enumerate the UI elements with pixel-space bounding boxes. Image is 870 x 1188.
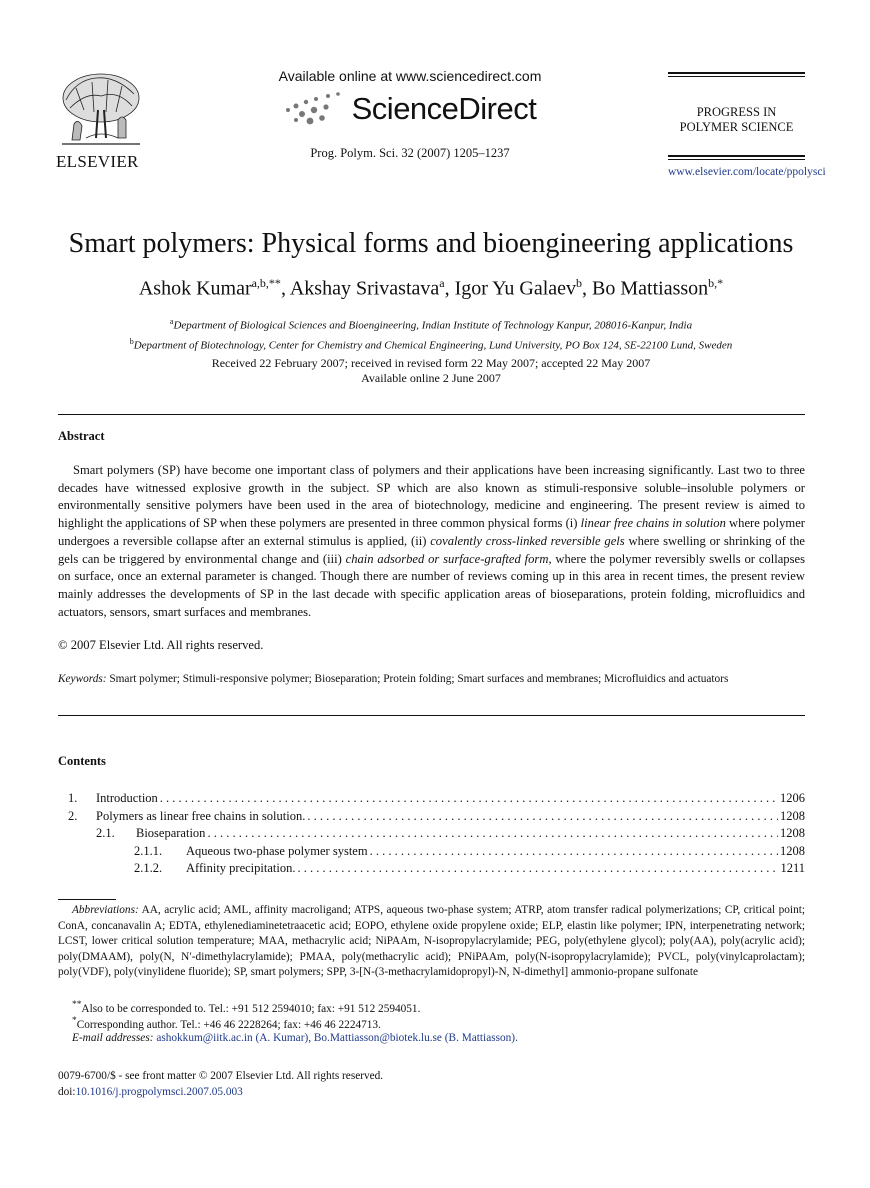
divider <box>58 414 805 415</box>
copyright-notice: © 2007 Elsevier Ltd. All rights reserved. <box>58 638 264 652</box>
journal-name: PROGRESS IN POLYMER SCIENCE <box>679 105 794 134</box>
author-list: Ashok Kumar$^{a,b,**}$, Akshay Srivastava$^a$, Igor Yu Galaev$^b$, Bo Mattiasson$^{b,*}$ <box>138 276 724 300</box>
platform-block <box>230 68 590 161</box>
toc-item[interactable]: 2.1.2. Affinity precipitation. . . . 1211 <box>58 860 805 878</box>
journal-url-link[interactable]: www.elsevier.com/locate/ppolysci <box>668 166 826 178</box>
email-link-kumar[interactable]: ashokkum@iitk.ac.in <box>156 1032 253 1044</box>
journal-rule-top <box>668 72 805 74</box>
keywords: Keywords: Smart polymer; Stimuli-responsive polymer; Bioseparation; Protein folding; Smart surfaces and membranes; Microfluidics and actuators <box>58 673 729 685</box>
toc-item[interactable]: 2. Polymers as linear free chains in solution. . . . 1208 <box>58 808 805 826</box>
divider <box>58 715 805 716</box>
article-title: Smart polymers: Physical forms and bioengineering applications <box>68 228 794 259</box>
author-affiliation-marker: a,b,** <box>251 276 281 290</box>
corresponding-author-note: *Corresponding author. Tel.: +46 46 2228264; fax: +46 46 2224713. <box>72 1016 381 1031</box>
publisher-name: ELSEVIER <box>56 152 139 171</box>
abstract-heading: Abstract <box>58 429 105 443</box>
toc-item[interactable]: 1. Introduction . . . 1206 <box>58 790 805 808</box>
received-dates: Received 22 February 2007; received in revised form 22 May 2007; accepted 22 May 2007 <box>211 356 651 370</box>
table-of-contents <box>58 790 805 878</box>
author-affiliation-marker: b <box>576 276 583 290</box>
elsevier-tree-icon <box>56 70 146 150</box>
abbreviations-footnote: Abbreviations: AA, acrylic acid; AML, affinity macroligand; ATPS, aqueous two-phase system; ATRP, atom transfer radical polymerizations; CP, critical point; ConA, concanavalin A; EDTA, ethylenediaminetetraacetic acid; EOPO, ethylene oxide propylene oxide; ELP, elastin like polymer; IPN, interpenetrating network; LCST, lower critical solution temperature; MAA, methacrylic acid; NiPAAm, N-isopropylacrylamide; PEG, poly(ethylene glycol); poly(AA), poly(acrylic acid); poly(DMAAM), poly(N, N′-dimethylacrylamide); PMAA, poly(methacrylic acid); PNiPAAm, poly(N-isopropylacrylamide); PVCL, poly(vinylcaprolactam); poly(VDF), poly(vinylidene fluoride); SP, smart polymers; SPP, 3-[N-(3-methacrylamidopropyl)-N, N-dimethyl] ammonio-propane sulfonate <box>58 904 805 979</box>
abstract-text: Smart polymers (SP) have become one important class of polymers and their applications have been increasing significantly. Last two to three decades have witnessed explosive growth in the subject. SP which are also known as stimuli-responsive soluble–insoluble polymers or environmentally sensitive polymers have been used in the area of biotechnology, medicine and engineering. The present review is aimed to highlight the applications of SP when these polymers are presented in three common physical forms (i) linear free chains in solution where polymer undergoes a reversible collapse after an external stimulus is applied, (ii) covalently cross-linked reversible gels where swelling or shrinking of the gels can be triggered by environmental change and (iii) chain adsorbed or surface-grafted form, where the polymer reversibly swells or collapses on surface, once an external parameter is changed. Though there are number of reviews coming up in this area in recent times, the present review mainly addresses the developments of SP in the last decade with specific application areas of bioseparations, protein folding, microfluidics and actuators, sensors, smart surfaces and membranes. <box>58 463 805 619</box>
journal-citation: Prog. Polym. Sci. 32 (2007) 1205–1237 <box>310 146 510 160</box>
author-name: Igor Yu Galaev <box>454 277 577 300</box>
footnote-rule <box>58 899 116 900</box>
platform-name: ScienceDirect <box>351 91 537 126</box>
available-online-date: Available online 2 June 2007 <box>361 371 501 385</box>
author-name: Ashok Kumar <box>138 277 252 300</box>
journal-block <box>668 72 826 178</box>
issn-line: 0079-6700/$ - see front matter © 2007 Elsevier Ltd. All rights reserved. <box>58 1070 384 1082</box>
email-addresses: E-mail addresses: ashokkum@iitk.ac.in (A. Kumar), Bo.Mattiasson@biotek.lu.se (B. Mattiasson). <box>72 1032 518 1044</box>
author-name: Bo Mattiasson <box>592 277 709 300</box>
journal-rule-bottom <box>668 155 805 157</box>
affiliation-a: $^a$Department of Biological Sciences and Bioengineering, Indian Institute of Technology Kanpur, 208016-Kanpur, India <box>169 317 693 332</box>
affiliations <box>0 314 862 353</box>
sciencedirect-dots-icon <box>284 90 344 128</box>
co-correspondence-note: **Also to be corresponded to. Tel.: +91 512 2594010; fax: +91 512 2594051. <box>72 1000 421 1015</box>
toc-item[interactable]: 2.1. Bioseparation . . . 1208 <box>58 825 805 843</box>
toc-item[interactable]: 2.1.1. Aqueous two-phase polymer system . . . 1208 <box>58 843 805 861</box>
author-affiliation-marker: a <box>439 276 445 290</box>
affiliation-b: $^b$Department of Biotechnology, Center for Chemistry and Chemical Engineering, Lund University, PO Box 124, SE-22100 Lund, Sweden <box>129 336 733 352</box>
article-dates <box>0 356 862 386</box>
author-name: Akshay Srivastava <box>289 277 440 300</box>
available-online-text[interactable]: Available online at www.sciencedirect.com <box>278 68 542 84</box>
doi-link[interactable]: 10.1016/j.progpolymsci.2007.05.003 <box>75 1086 243 1098</box>
front-matter <box>58 1068 383 1100</box>
doi-line: doi:10.1016/j.progpolymsci.2007.05.003 <box>58 1086 243 1098</box>
author-affiliation-marker: b,* <box>708 276 724 290</box>
email-link-mattiasson[interactable]: Bo.Mattiasson@biotek.lu.se <box>313 1032 442 1044</box>
contents-heading: Contents <box>58 754 106 768</box>
publisher-logo <box>56 70 156 172</box>
